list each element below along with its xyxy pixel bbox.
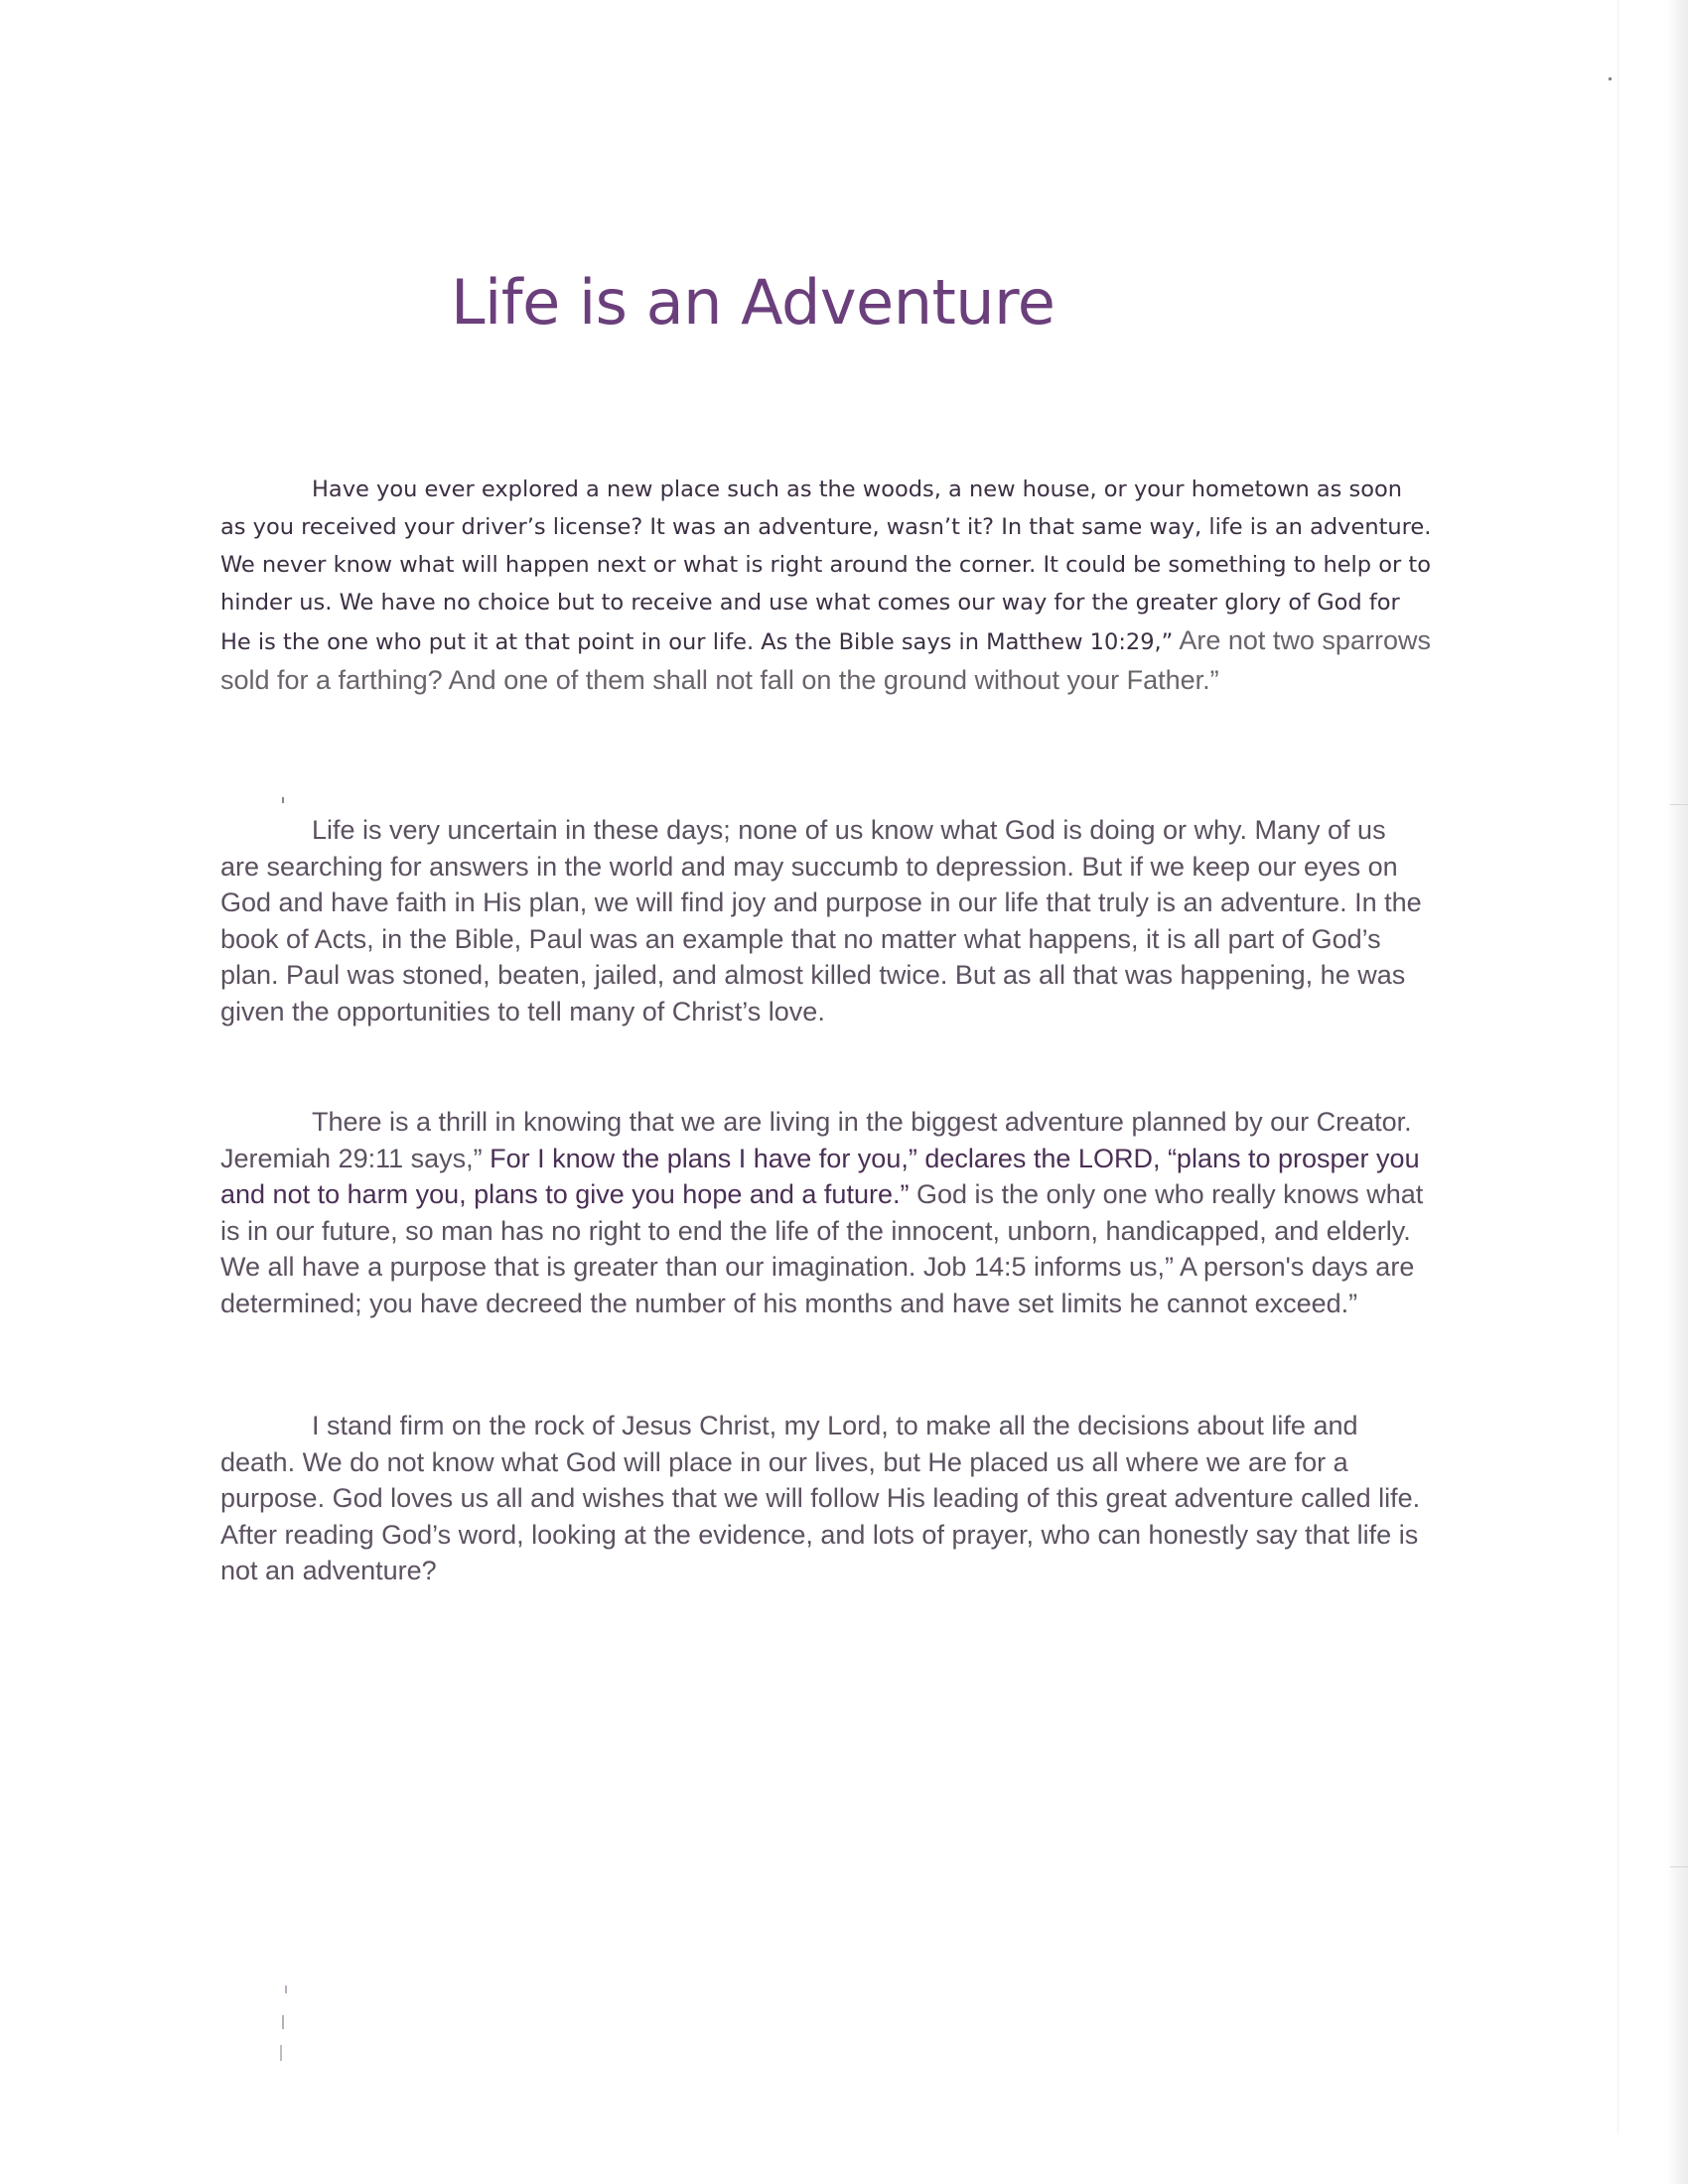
paragraph-4: I stand firm on the rock of Jesus Christ, my Lord, to make all the decisions about life and death. We do not know what God will place in our lives, but He placed us all where we are for a purpose. God loves us all and wishes that we will follow His leading of this great adventure called life. After reading God’s word, looking at the evidence, and lots of prayer, who can honestly say that life is not an adventure? — [220, 1411, 1421, 1585]
scan-edge-mark — [1670, 1866, 1688, 1867]
scan-speck — [280, 2045, 282, 2061]
paragraph-2: Life is very uncertain in these days; none of us know what God is doing or why. Many of us are searching for answers in the world and may succumb to depression. But if we keep our eyes on God and have faith in His plan, we will find joy and purpose in our life that truly is an adventure. In the book of Acts, in the Bible, Paul was an example that no matter what happens, it is all part of God’s plan. Paul was stoned, beaten, jailed, and almost killed twice. But as all that was happening, he was given the opportunities to tell many of Christ’s love. — [220, 815, 1422, 1026]
bible-quote-matthew: Are not two sparrows sold for a farthing? And one of them shall not fall on the ground without your Father.” — [220, 625, 1431, 695]
paragraph-3 — [220, 1104, 1432, 1321]
bible-quote-jeremiah: For I know the plans I have for you,” declares the LORD, “plans to prosper you and not to harm you, plans to give you hope and a future.” — [220, 1143, 1420, 1209]
scan-speck — [285, 1985, 287, 1993]
scan-speck — [1609, 77, 1612, 80]
paragraph-3-rest: God is the only one who really knows what is in our future, so man has no right to end the life of the innocent, unborn, handicapped, and elderly. We all have a purpose that is greater than our imagination. Job 14:5 informs us,” A person's days are determined; you have decreed the number of his months and have set limits he cannot exceed.” — [220, 1179, 1424, 1318]
scan-edge-mark — [1670, 804, 1688, 805]
scan-speck — [282, 2015, 284, 2029]
paragraph-3-lead: There is a thrill in knowing that we are living in the biggest adventure planned by our Creator. Jeremiah 29:11 says,” — [220, 1107, 1412, 1173]
scan-edge-shadow — [1666, 0, 1688, 2184]
paragraph-1-text: Have you ever explored a new place such as the woods, a new house, or your hometown as soon as you received your driver’s license? It was an adventure, wasn’t it? In that same way, life is an adventure. We never know what will happen next or what is right around the corner. It could be something to help or to hinder us. We have no choice but to receive and use what comes our way for the greater glory of God for He is the one who put it at that point in our life. As the Bible says in Matthew 10:29,” — [220, 477, 1432, 655]
document-title: Life is an Adventure — [451, 266, 1055, 339]
scan-speck — [282, 797, 284, 803]
paragraph-1 — [220, 471, 1432, 701]
